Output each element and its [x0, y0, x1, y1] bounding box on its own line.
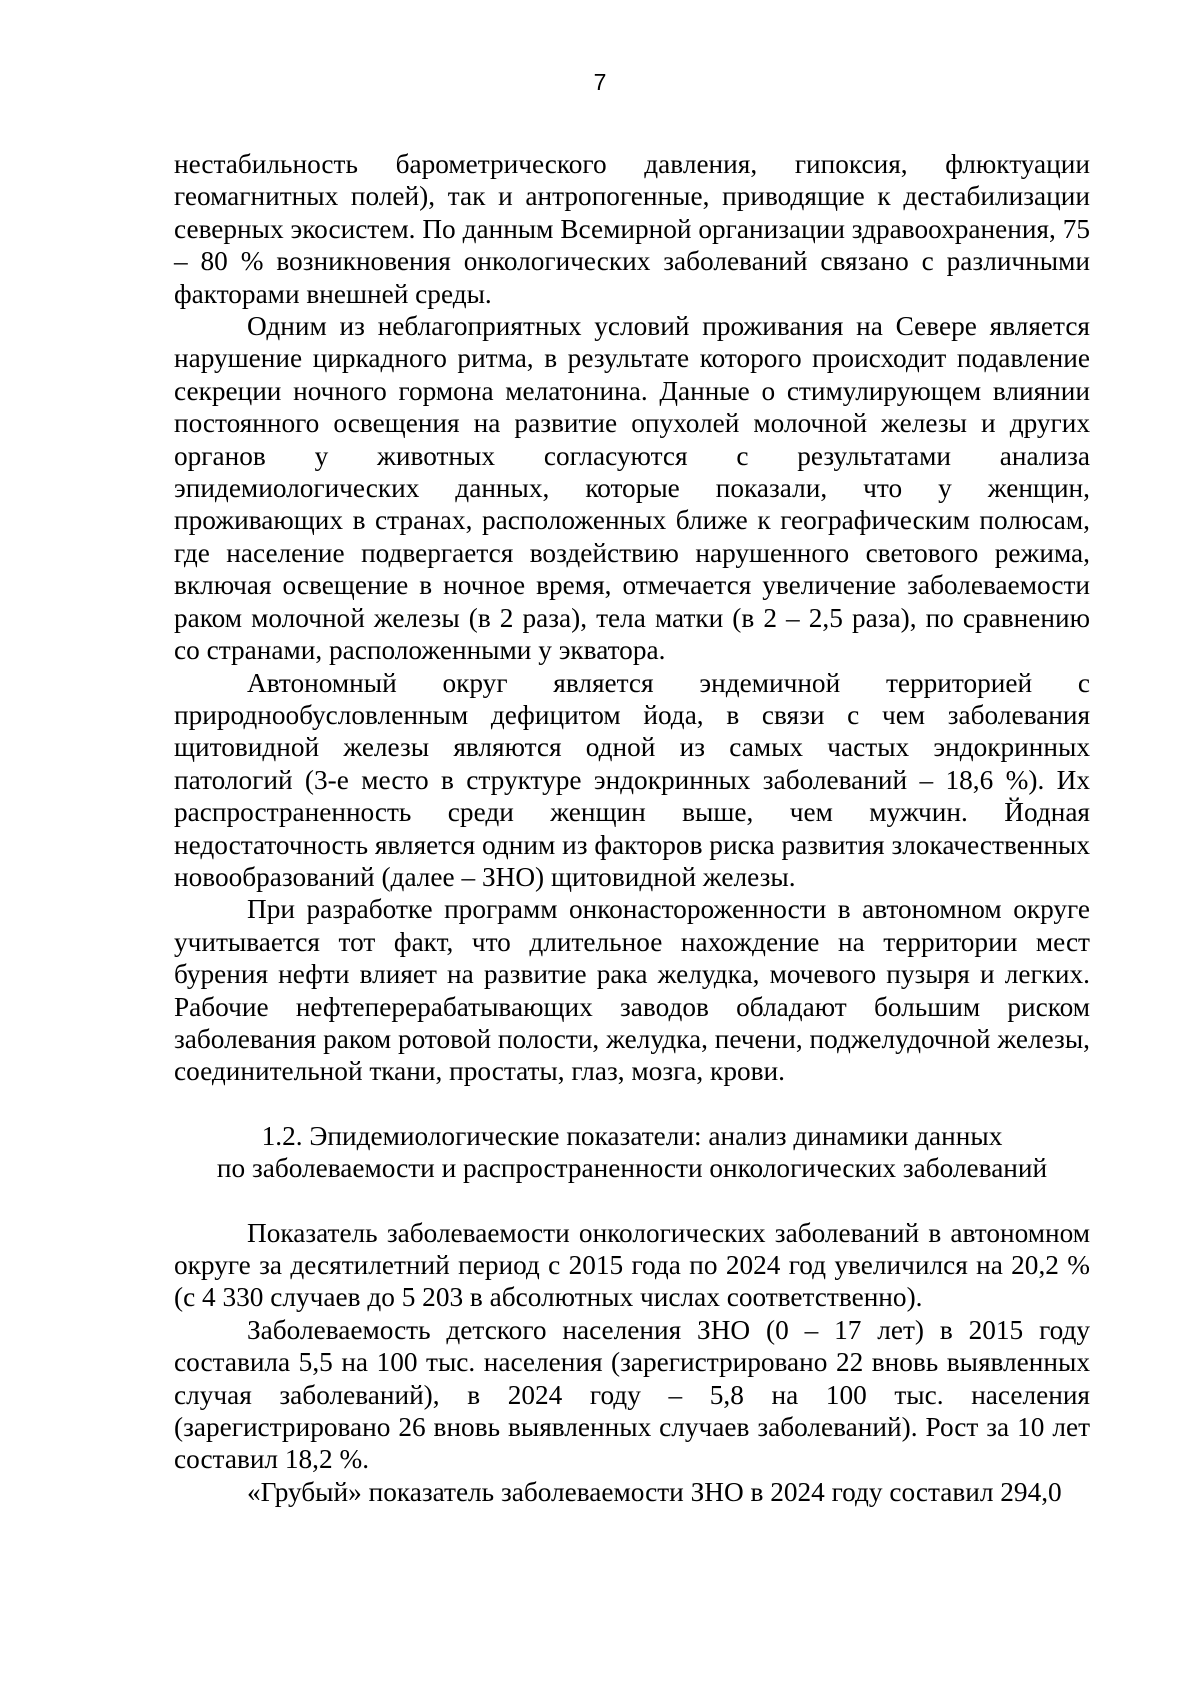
paragraph-crude-rate: «Грубый» показатель заболеваемости ЗНО в 2024 году составил 294,0	[247, 1476, 1062, 1507]
section-heading-line-1: 1.2. Эпидемиологические показатели: анализ динамики данных	[261, 1120, 1003, 1151]
paragraph-oil-industry-risk: При разработке программ онконастороженности в автономном округе учитывается тот факт, что длительное нахождение на территории мест бурения нефти влияет на развитие рака желудка, мочевого пузыря и легких. Рабочие нефтеперерабатывающих заводов обладают большим риском заболевания раком ротовой полости, желудка, печени, поджелудочной железы, соединительной ткани, простаты, глаз, мозга, крови.	[174, 894, 1090, 1087]
paragraph-continuation: нестабильность барометрического давления, гипоксия, флюктуации геомагнитных полей), так и антропогенные, приводящие к дестабилизации северных экосистем. По данным Всемирной организации здравоохранения, 75 – 80 % возникновения онкологических заболеваний связано с различными факторами внешней среды.	[174, 149, 1090, 309]
paragraph-iodine-deficiency: Автономный округ является эндемичной территорией с природнообусловленным дефицитом йода, в связи с чем заболевания щитовидной железы являются одной из самых частых эндокринных патологий (3-е место в структуре эндокринных заболеваний – 18,6 %). Их распространенность среди женщин выше, чем мужчин. Йодная недостаточность является одним из факторов риска развития злокачественных новообразований (далее – ЗНО) щитовидной железы.	[174, 667, 1090, 892]
heading-spacer	[174, 1185, 1090, 1217]
paragraph-child-incidence: Заболеваемость детского населения ЗНО (0 – 17 лет) в 2015 году составила 5,5 на 100 тыс. населения (зарегистрировано 22 вновь выявленных случая заболеваний), в 2024 году – 5,8 на 100 тыс. населения (зарегистрировано 26 вновь выявленных случаев заболеваний). Рост за 10 лет составил 18,2 %.	[174, 1314, 1090, 1475]
section-heading	[174, 1120, 1090, 1185]
document-body	[174, 148, 1090, 1508]
section-heading-line-2: по заболеваемости и распространенности онкологических заболеваний	[216, 1153, 1048, 1184]
paragraph-circadian-rhythm: Одним из неблагоприятных условий проживания на Севере является нарушение циркадного ритма, в результате которого происходит подавление секреции ночного гормона мелатонина. Данные о стимулирующем влиянии постоянного освещения на развитие опухолей молочной железы и других органов у животных согласуются с результатами анализа эпидемиологических данных, которые показали, что у женщин, проживающих в странах, расположенных ближе к географическим полюсам, где население подвергается воздействию нарушенного светового режима, включая освещение в ночное время, отмечается увеличение заболеваемости раком молочной железы (в 2 раза), тела матки (в 2 – 2,5 раза), по сравнению со странами, расположенными у экватора.	[174, 311, 1090, 666]
paragraph-incidence-growth: Показатель заболеваемости онкологических заболеваний в автономном округе за десятилетний период с 2015 года по 2024 год увеличился на 20,2 % (с 4 330 случаев до 5 203 в абсолютных числах соответственно).	[174, 1217, 1090, 1313]
page-number: 7	[593, 69, 607, 95]
